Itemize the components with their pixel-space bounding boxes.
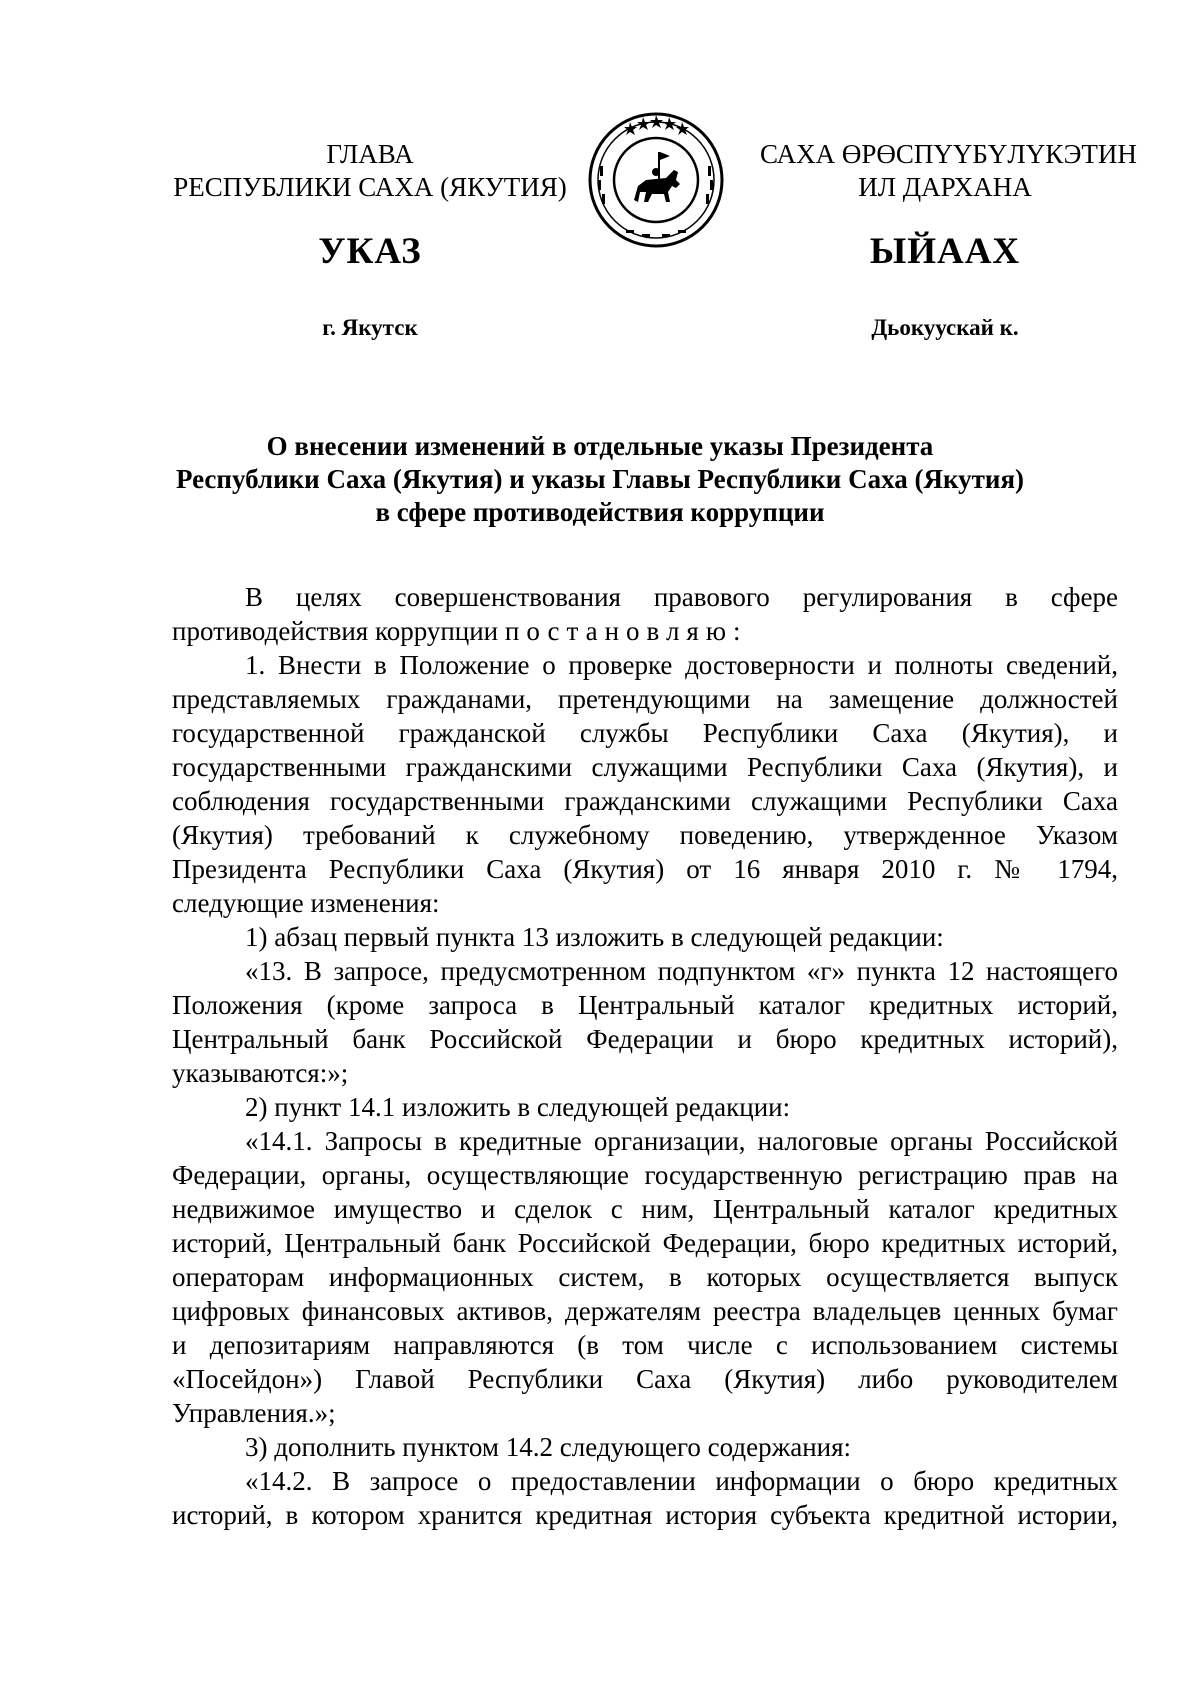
body-line: следующие изменения: [172,888,440,918]
body-line: государственной гражданской службы Республики Саха (Якутия), и [172,718,1118,748]
coat-of-arms-emblem [586,108,726,248]
body-line: 2) пункт 14.1 изложить в следующей редакции: [245,1092,791,1122]
body-text: противодействия коррупции [172,616,499,646]
document-title-line-3: в сфере противодействия коррупции [375,497,825,527]
doc-type-russian: УКАЗ [318,231,422,272]
body-line: «13. В запросе, предусмотренном подпунктом «г» пункта 12 настоящего [245,956,1118,986]
header-right-line-2: ИЛ ДАРХАНА [858,172,1032,202]
body-line: операторам информационных систем, в которых осуществляется выпуск [172,1262,1118,1292]
body-line: Управления.»; [172,1398,336,1428]
body-line: 3) дополнить пунктом 14.2 следующего содержания: [245,1432,852,1462]
body-line: Федерации, органы, осуществляющие государственную регистрацию прав на [172,1160,1118,1190]
body-line: 1) абзац первый пункта 13 изложить в следующей редакции: [245,922,944,952]
body-line: и депозитариям направляются (в том числе с использованием системы [172,1330,1118,1360]
body-line: 1. Внести в Положение о проверке достоверности и полноты сведений, [245,650,1118,680]
body-line: Центральный банк Российской Федерации и бюро кредитных историй), [172,1024,1118,1054]
header-left-line-1: ГЛАВА [326,139,414,169]
body-line: историй, Центральный банк Российской Федерации, бюро кредитных историй, [172,1228,1118,1258]
body-line [172,615,1118,648]
body-line: соблюдения государственными гражданскими служащими Республики Саха [172,786,1118,816]
body-line: историй, в котором хранится кредитная история субъекта кредитной истории, [172,1500,1118,1530]
body-line: Президента Республики Саха (Якутия) от 16 января 2010 г. № 1794, [172,854,1118,884]
document-title-line-1: О внесении изменений в отдельные указы Президента [266,431,934,461]
body-text-spaced: постановляю: [504,616,748,646]
doc-type-sakha: ЫЙААХ [869,231,1021,272]
body-line: «Посейдон») Главой Республики Саха (Якутия) либо руководителем [172,1364,1118,1394]
body-line: «14.2. В запросе о предоставлении информации о бюро кредитных [245,1466,1118,1496]
body-line: недвижимое имущество и сделок с ним, Центральный каталог кредитных [172,1194,1118,1224]
body-line: государственными гражданскими служащими Республики Саха (Якутия), и [172,752,1118,782]
body-line: Положения (кроме запроса в Центральный каталог кредитных историй, [172,990,1118,1020]
body-line: указываются:»; [172,1058,349,1088]
city-sakha: Дьокуускай к. [871,315,1019,340]
body-line: «14.1. Запросы в кредитные организации, налоговые органы Российской [245,1126,1118,1156]
body-line: (Якутия) требований к служебному поведению, утвержденное Указом [172,820,1118,850]
document-title-line-2: Республики Саха (Якутия) и указы Главы Республики Саха (Якутия) [175,464,1025,494]
header-left-line-2: РЕСПУБЛИКИ САХА (ЯКУТИЯ) [173,172,567,202]
body-line: цифровых финансовых активов, держателям реестра владельцев ценных бумаг [172,1296,1118,1326]
body-line: В целях совершенствования правового регулирования в сфере [245,582,1118,612]
header-right-line-1: САХА ӨРӨСПҮҮБҮЛҮКЭТИН [760,139,1137,169]
body-line: представляемых гражданами, претендующими на замещение должностей [172,684,1118,714]
city-russian: г. Якутск [322,315,418,340]
